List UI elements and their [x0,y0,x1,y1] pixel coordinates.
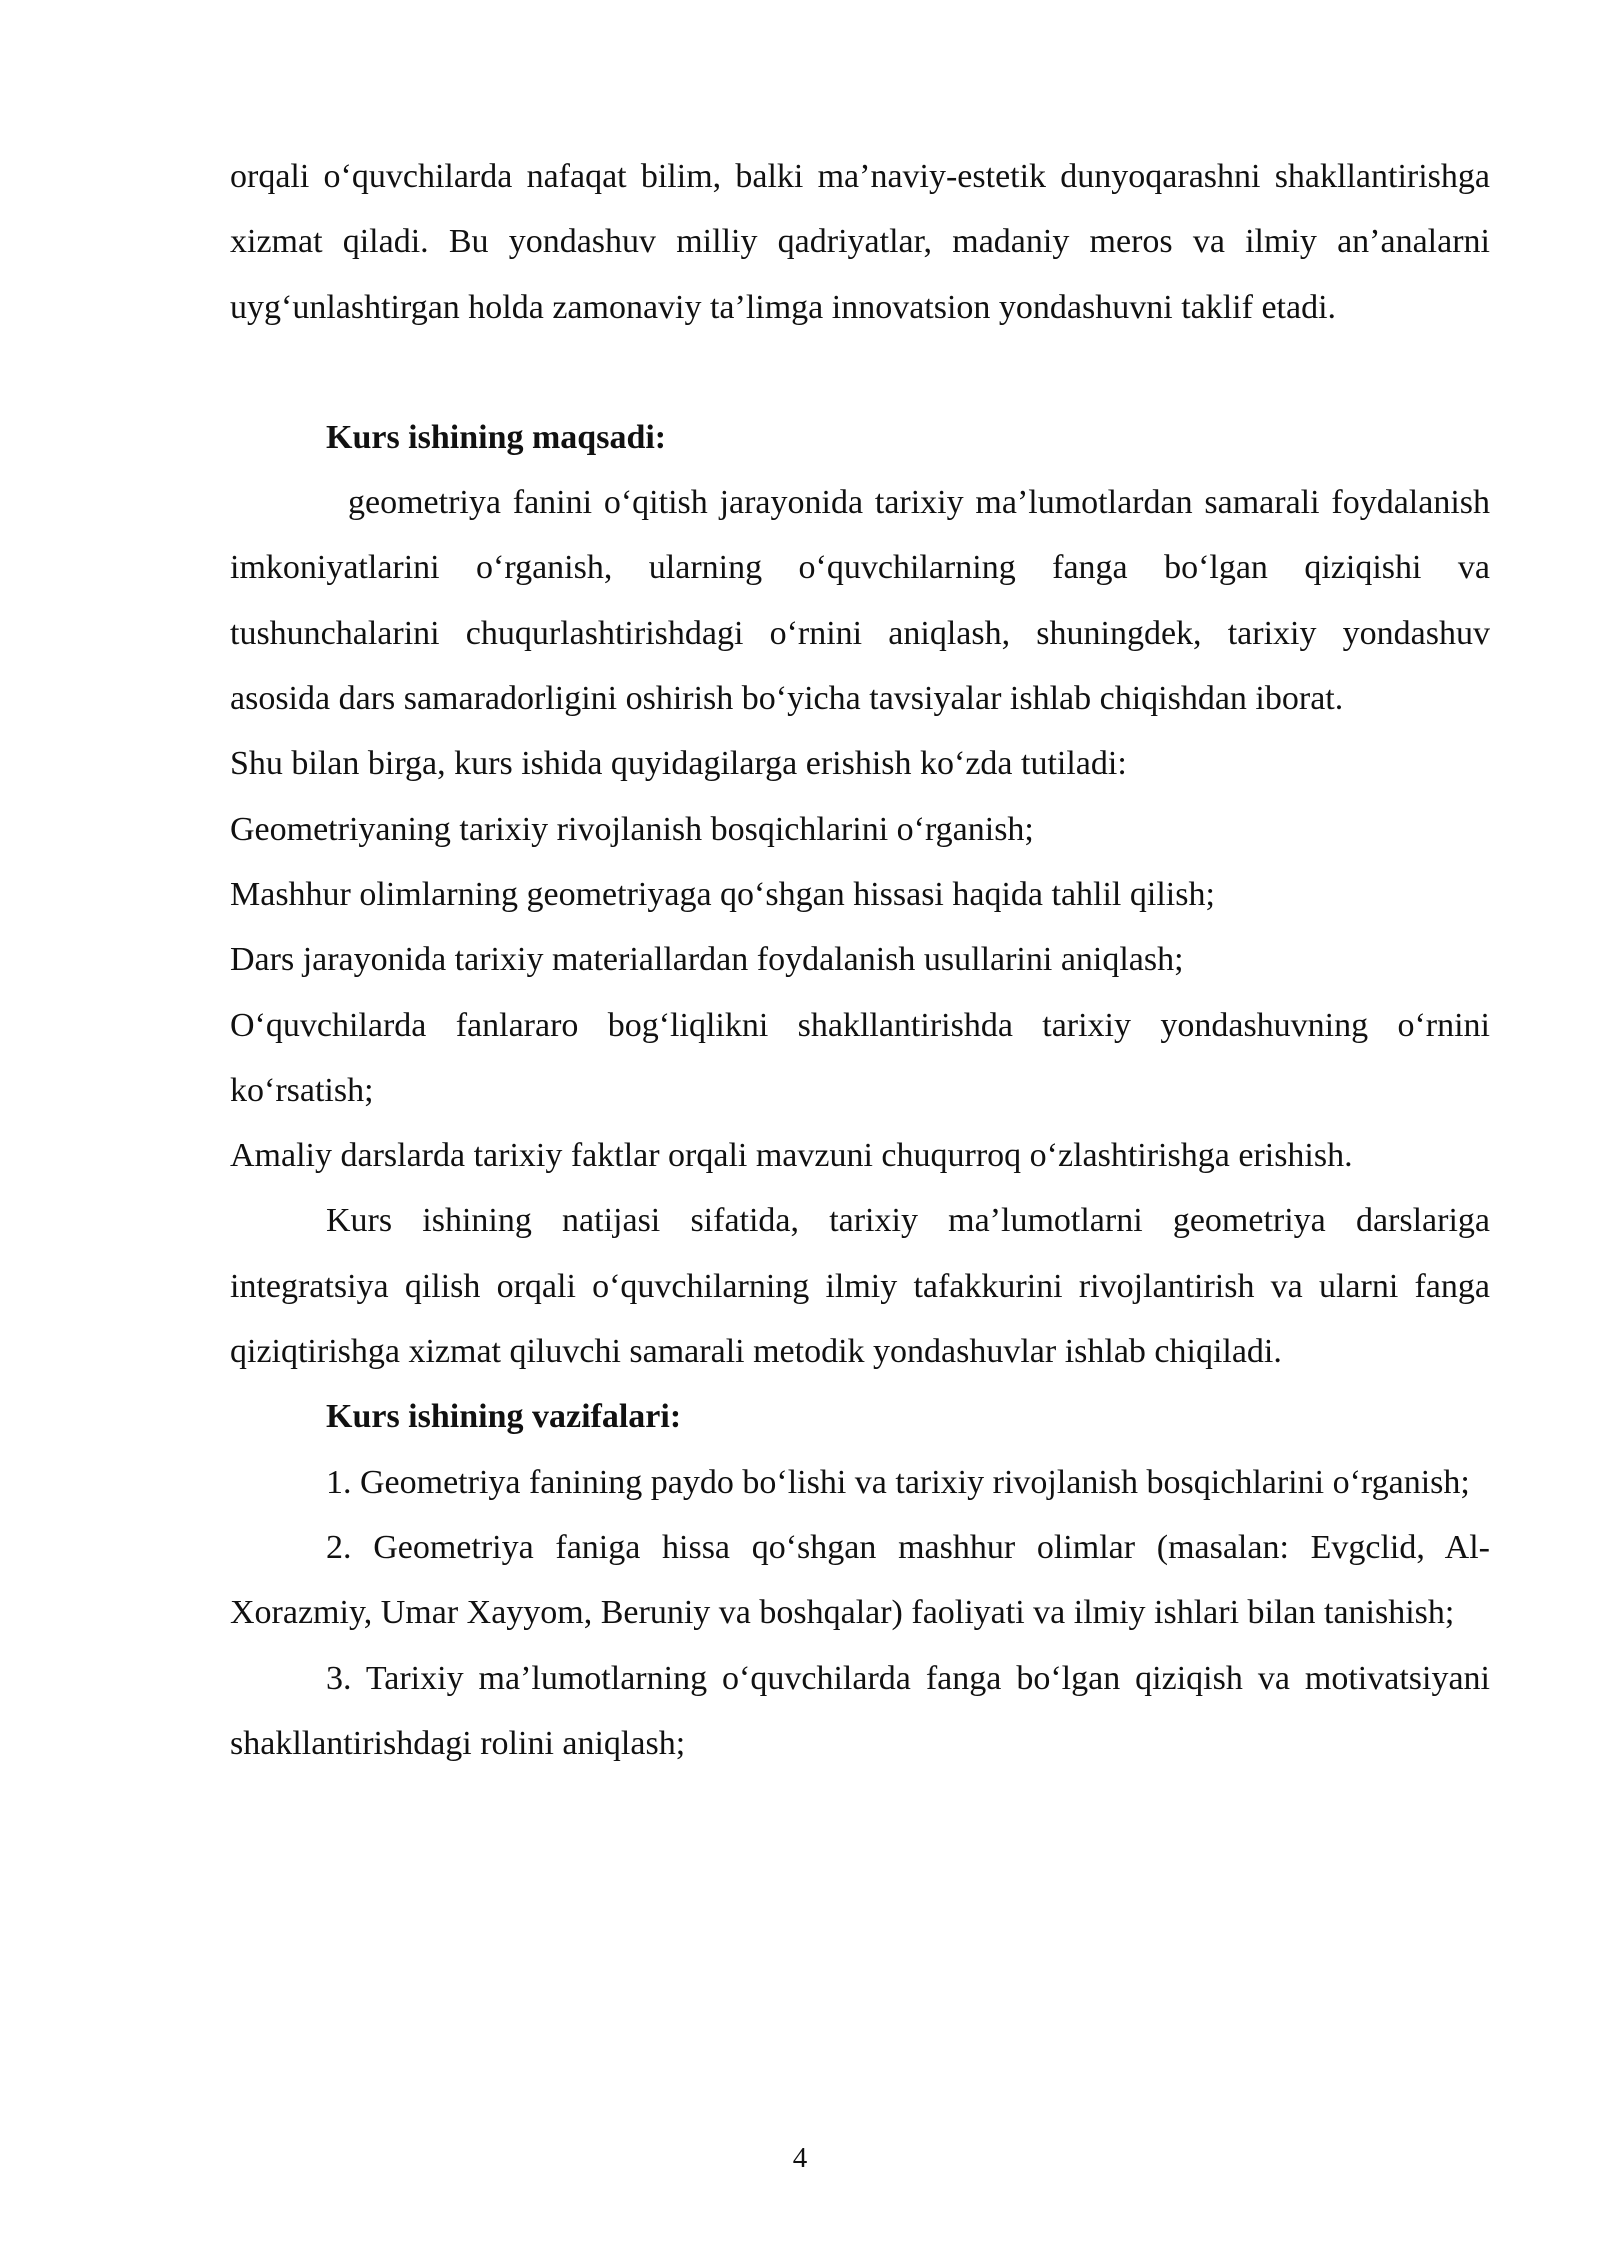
aim-heading: Kurs ishining maqsadi: [326,418,667,456]
goal-item-3: Dars jarayonida tarixiy materiallardan foydalanish usullarini aniqlash; [230,941,1184,979]
task-item-2: 2. Geometriya faniga hissa qo‘shgan mashhur olimlar (masalan: Evgclid, Al-Xorazmiy, Umar Xayyom, Beruniy va boshqalar) faoliyati va ilmiy ishlari bilan tanishish; [230,1528,1490,1632]
goal-item-1: Geometriyaning tarixiy rivojlanish bosqichlarini o‘rganish; [230,810,1034,848]
paragraph-gap [230,340,1490,405]
tasks-heading: Kurs ishining vazifalari: [326,1398,682,1436]
task-item-3: 3. Tarixiy ma’lumotlarning o‘quvchilarda fanga bo‘lgan qiziqish va motivatsiyani shakllantirishdagi rolini aniqlash; [230,1659,1490,1762]
goal-item-2: Mashhur olimlarning geometriyaga qo‘shgan hissasi haqida tahlil qilish; [230,875,1215,913]
goal-item-4: O‘quvchilarda fanlararo bog‘liqlikni shakllantirishda tarixiy yondashuvning o‘rnini ko‘rsatish; [230,1006,1490,1109]
intro-paragraph: orqali o‘quvchilarda nafaqat bilim, balki ma’naviy-estetik dunyoqarashni shakllantirishga xizmat qiladi. Bu yondashuv milliy qadriyatlar, madaniy meros va ilmiy an’analarni uyg‘unlashtirgan holda zamonaviy ta’limga innovatsion yondashuvni taklif etadi. [230,158,1490,326]
result-paragraph: Kurs ishining natijasi sifatida, tarixiy ma’lumotlarni geometriya darslariga integratsiya qilish orqali o‘quvchilarning ilmiy tafakkurini rivojlantirish va ularni fanga qiziqtirishga xizmat qiluvchi samarali metodik yondashuvlar ishlab chiqiladi. [230,1202,1490,1371]
goals-intro: Shu bilan birga, kurs ishida quyidagilarga erishish ko‘zda tutiladi: [230,745,1127,783]
aim-paragraph: geometriya fanini o‘qitish jarayonida tarixiy ma’lumotlardan samarali foydalanish imkoniyatlarini o‘rganish, ularning o‘quvchilarning fanga bo‘lgan qiziqishi va tushunchalarini chuqurlashtirishdagi o‘rnini aniqlash, shuningdek, tarixiy yondashuv asosida dars samaradorligini oshirish bo‘yicha tavsiyalar ishlab chiqishdan iborat. [230,484,1490,718]
goal-item-5: Amaliy darslarda tarixiy faktlar orqali mavzuni chuqurroq o‘zlashtirishga erishish. [230,1137,1353,1175]
task-item-1: 1. Geometriya fanining paydo bo‘lishi va tarixiy rivojlanish bosqichlarini o‘rganish; [326,1463,1470,1501]
page-number: 4 [792,2142,808,2174]
page-body [230,144,1490,1776]
